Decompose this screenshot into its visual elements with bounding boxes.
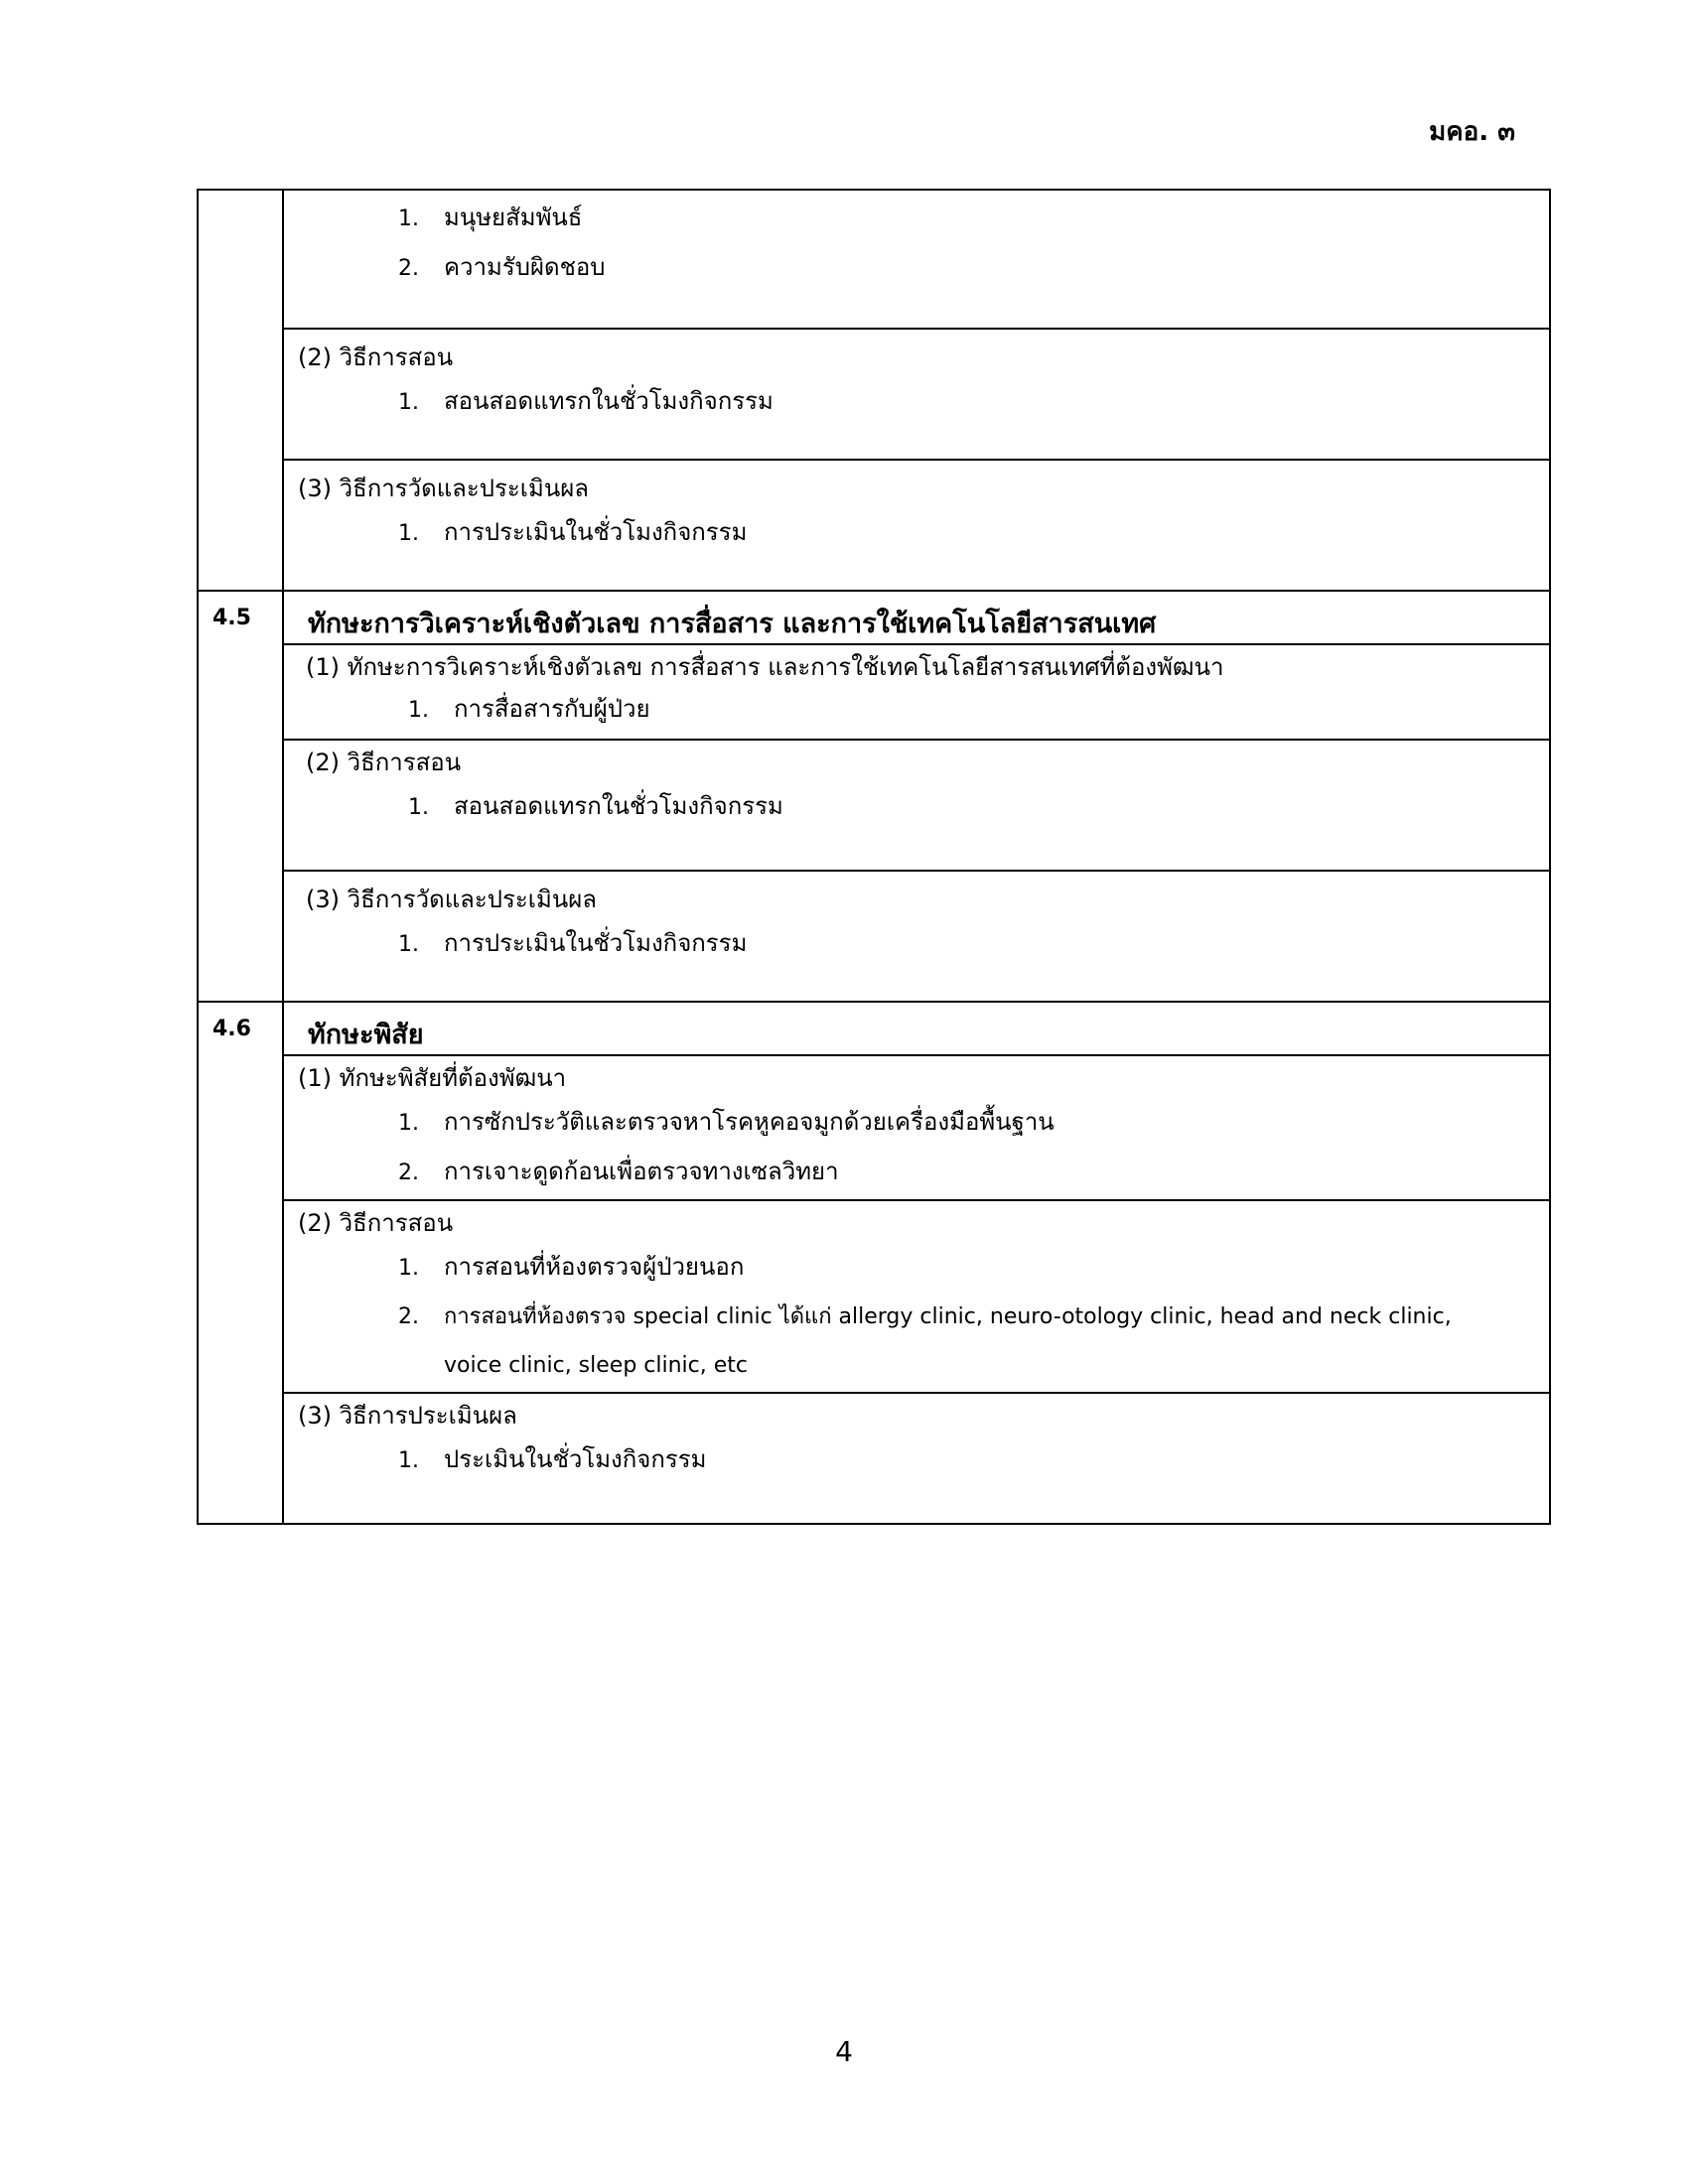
sub-heading: (1) ทักษะการวิเคราะห์เชิงตัวเลข การสื่อสาร และการใช้เทคโนโลยีสารสนเทศที่ต้องพัฒนา — [306, 653, 1224, 681]
table-row — [198, 1393, 1550, 1524]
content-cell — [283, 1200, 1550, 1393]
section-number: 4.5 — [198, 591, 283, 1002]
sub-heading: (2) วิธีการสอน — [298, 343, 454, 371]
table-row — [198, 871, 1550, 1002]
list-item: 2. ความรับผิดชอบ — [398, 253, 606, 281]
section-heading: ทักษะพิสัย — [308, 1020, 424, 1050]
table-row — [198, 1200, 1550, 1393]
list-item: 2. การสอนที่ห้องตรวจ special clinic ได้แก่ allergy clinic, neuro-otology clinic, head and neck clinic, — [398, 1304, 1452, 1329]
section-heading: ทักษะการวิเคราะห์เชิงตัวเลข การสื่อสาร และการใช้เทคโนโลยีสารสนเทศ — [308, 609, 1157, 639]
content-cell — [283, 190, 1550, 329]
table-row — [198, 460, 1550, 591]
section-number: 4.6 — [198, 1002, 283, 1524]
table-row — [198, 740, 1550, 871]
table-row — [198, 591, 1550, 644]
table-row — [198, 329, 1550, 460]
table-row — [198, 1002, 1550, 1055]
content-cell — [283, 460, 1550, 591]
table-row — [198, 644, 1550, 740]
sub-heading: (3) วิธีการวัดและประเมินผล — [298, 475, 589, 502]
list-item: 1. สอนสอดแทรกในชั่วโมงกิจกรรม — [398, 387, 774, 415]
ethics-list — [284, 194, 1549, 293]
content-cell — [283, 871, 1550, 1002]
sub-heading: (2) วิธีการสอน — [298, 1209, 454, 1237]
section-heading-cell — [283, 1002, 1550, 1055]
list-item: 1. สอนสอดแทรกในชั่วโมงกิจกรรม — [408, 792, 783, 820]
document-code: มคอ. ๓ — [1429, 117, 1515, 147]
list-item: 2. การเจาะดูดก้อนเพื่อตรวจทางเซลวิทยา — [398, 1158, 839, 1185]
section-heading-cell — [283, 591, 1550, 644]
content-cell — [283, 644, 1550, 740]
learning-outcomes-table — [197, 189, 1551, 1525]
sub-heading: (3) วิธีการประเมินผล — [298, 1402, 517, 1430]
content-cell — [283, 1393, 1550, 1524]
content-cell — [283, 740, 1550, 871]
table-row — [198, 1055, 1550, 1200]
list-item-continuation: voice clinic, sleep clinic, etc — [444, 1353, 748, 1378]
list-item: 1. การประเมินในชั่วโมงกิจกรรม — [398, 929, 748, 957]
table-row — [198, 190, 1550, 329]
list-item: 1. ประเมินในชั่วโมงกิจกรรม — [398, 1445, 707, 1473]
page-number: 4 — [835, 2035, 853, 2068]
content-cell — [283, 329, 1550, 460]
list-item: 1. การซักประวัติและตรวจหาโรคหูคอจมูกด้วยเครื่องมือพื้นฐาน — [398, 1108, 1055, 1136]
section-number-cell — [198, 190, 283, 591]
list-item: 1. มนุษยสัมพันธ์ — [398, 204, 583, 231]
content-cell — [283, 1055, 1550, 1200]
list-item: 1. การสื่อสารกับผู้ป่วย — [408, 695, 650, 723]
sub-heading: (2) วิธีการสอน — [306, 749, 462, 776]
list-item: 1. การสอนที่ห้องตรวจผู้ป่วยนอก — [398, 1253, 745, 1281]
sub-heading: (1) ทักษะพิสัยที่ต้องพัฒนา — [298, 1064, 567, 1092]
sub-heading: (3) วิธีการวัดและประเมินผล — [306, 886, 597, 913]
list-item: 1. การประเมินในชั่วโมงกิจกรรม — [398, 518, 748, 546]
